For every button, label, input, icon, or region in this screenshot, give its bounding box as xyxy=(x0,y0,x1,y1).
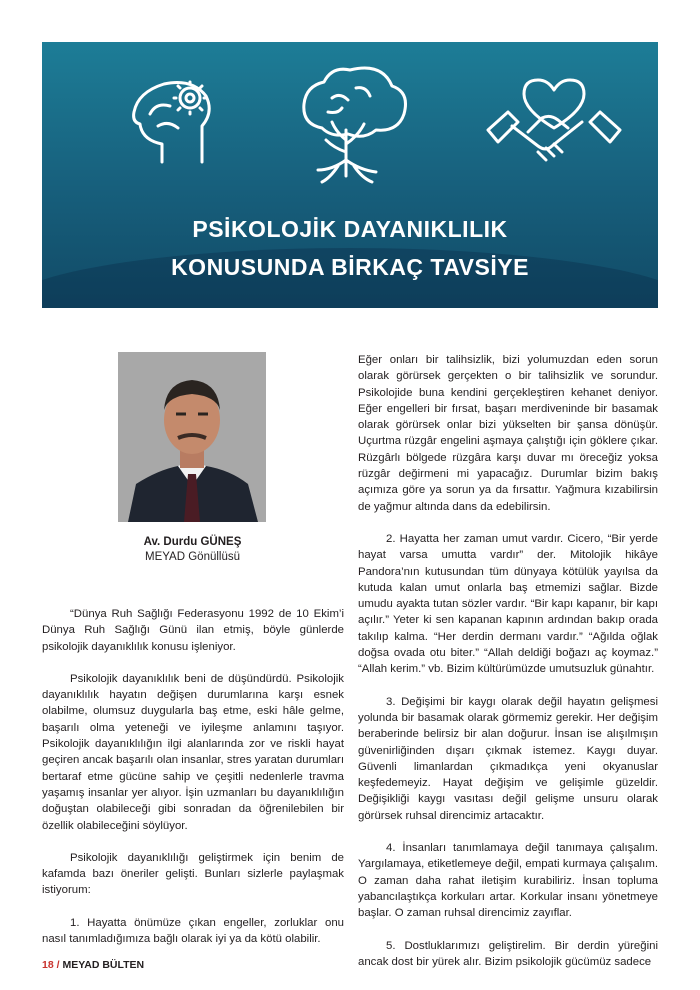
handshake-heart-icon xyxy=(488,80,620,160)
paragraph: 4. İnsanları tanımlamaya değil tanımaya çalışalım. Yargılamaya, etiketlemeye değil, empati kurmaya çalışalım. O zaman daha rahat iletişim kurabiliriz. İnsan topluma yabancılaştıkça korkuları artar. Korkular insanı yönetmeye başlar. O zaman ruhsal direncimiz zayıflar. xyxy=(358,842,658,920)
page-footer xyxy=(42,959,144,971)
author-name: Av. Durdu GÜNEŞ xyxy=(143,536,242,548)
paragraph: 3. Değişimi bir kaygı olarak değil hayatın gelişmesi yolunda bir basamak olarak görmemiz gerekir. Her değişim beraberinde belirsiz bir alan doğurur. İnsan ise alışılmışın güvenirliğinden dışarı çıkmak istemez. Kaygı duyar. Güvenli limanlardan çıkmadıkça yeni okyanuslar keşfedemeyiz. Hayat değişim ve gelişimle güzeldir. Değişikliği kaygı vasıtası değil gelişme unsuru olarak görürsek ruhsal direncimiz artacaktır. xyxy=(358,695,658,822)
paragraph: Psikolojik dayanıklılığı geliştirmek için benim de kafamda bazı öneriler gelişti. Bunları sizlerle paylaşmak istiyorum: xyxy=(42,851,344,897)
paragraph: 5. Dostluklarımızı geliştirelim. Bir derdin yüreğini ancak dost bir yürek alır. Bizim psikolojik gücümüz sadece xyxy=(358,939,658,968)
banner-icons xyxy=(42,52,658,192)
page-title-line-2: KONUSUNDA BİRKAÇ TAVSİYE xyxy=(171,254,529,280)
author-role: MEYAD Gönüllüsü xyxy=(144,551,241,563)
paragraph: Psikolojik dayanıklılık beni de düşündürdü. Psikolojik dayanıklılık hayatın değişen durumlarına karşı esnek olabilme, olumsuz duygularla baş etme, eski hâle gelme, başarılı olma yeteneği ve iyileşme anlamını taşıyor. Psikolojik dayanıklılığın ilgi alanlarında zor ve riskli hayat geçiren ancak başarılı olan insanlar, stres yaratan durumları bertaraf etme gücüne sahip ve çeşitli nedenlerle travma yaşamış insanlar yer alıyor. İşin uzmanları bu dayanıklılığın doğuştan olabileceği gibi sonradan da öğrenilebilen bir özellik olabileceğini söylüyor. xyxy=(42,672,345,832)
author-photo xyxy=(118,352,266,522)
footer-separator: / xyxy=(56,959,60,971)
header-banner xyxy=(42,42,658,308)
paragraph: 2. Hayatta her zaman umut vardır. Cicero, “Bir yerde hayat varsa umutta vardır” der. Mitolojik hikâye Pandora’nın kutusundan tüm dünyaya kötülük yayılsa da kutuda kalan umut onlarla baş etmemizi sağlar. Bizde umudu ayakta tutan sözler vardır. “Bir kapı kapanır, bir kapı açılır.” Yeter ki sen kapanan kapının ardından bakıp orada takılıp kalma. “Her derdin dermanı vardır.” “Ağılda oğlak doğsa ovada otu biter.” “Allah deldiği boğazı aç koymaz.” “Allah kerim.” vb. Bizim kültürümüzde umutsuzluk günahtır. xyxy=(358,532,658,676)
page-number: 18 xyxy=(42,959,54,971)
right-column xyxy=(358,352,658,986)
left-column xyxy=(42,606,344,963)
page-title xyxy=(42,210,658,286)
paragraph: 1. Hayatta önümüze çıkan engeller, zorluklar onu nasıl tanımladığımıza bağlı olarak iyi ya da kötü olabilir. xyxy=(42,916,344,946)
brain-gear-icon xyxy=(134,82,210,162)
author-portrait-image xyxy=(118,352,266,522)
publication-name: MEYAD BÜLTEN xyxy=(62,959,145,971)
paragraph: “Dünya Ruh Sağlığı Federasyonu 1992 de 10 Ekim’i Dünya Ruh Sağlığı Günü ilan etmiş, böyle günlerde psikolojik dayanıklılık konusu işleniyor. xyxy=(42,608,344,653)
tree-icon xyxy=(304,68,406,182)
paragraph: Eğer onları bir talihsizlik, bizi yolumuzdan eden sorun olarak görürsek gerçekten o bir talihsizlik ve sorundur. Psikolojide buna kendini gerçekleştiren kehanet deniyor. Eğer engelleri bir fırsat, başarı merdiveninde bir basamak olarak görürsek onlar bizi yükselten bir şansa dönüşür. Uçurtma rüzgâr engelini aşmaya çalıştığı için göklere çıkar. Rüzgârlı bölgede rüzgâra karşı duvar mı öreceğiz yoksa rüzgâr değirmeni mi yapacağız. Durumlar bizim bakış açımıza göre ya sorun ya da fırsattır. Yağmura kızabilirsin de yağmur altında dans da edebilirsin. xyxy=(358,354,658,513)
page-title-line-1: PSİKOLOJİK DAYANIKLILIK xyxy=(192,216,508,242)
